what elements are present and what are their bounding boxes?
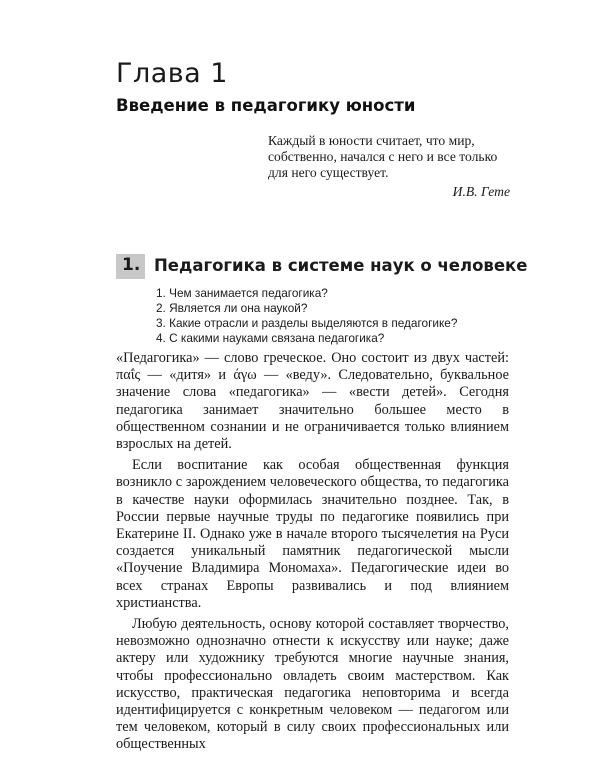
chapter-title: Введение в педагогику юности xyxy=(116,96,416,115)
question-item: 3. Какие отрасли и разделы выделяются в педагогике? xyxy=(156,316,458,330)
body-text xyxy=(116,350,509,758)
epigraph-author: И.В. Гете xyxy=(452,184,510,199)
paragraph: Любую деятельность, основу которой составляет творчество, невозможно однозначно отнести к искусству или науке; даже актеру или художнику требуются многие научные знания, чтобы профессионально овладеть своим мастерством. Как искусство, практическая педагогика неповторима и всегда идентифицируется с конкретным человеком — педагогом или тем человеком, который в силу своих профессиональных или общественных xyxy=(116,616,509,753)
chapter-label: Глава 1 xyxy=(116,58,228,89)
section-number-badge xyxy=(116,254,145,279)
section-title: Педагогика в системе наук о человеке xyxy=(154,256,528,275)
paragraph: Если воспитание как особая общественная функция возникло с зарождением человеческого общества, то педагогика в качестве науки оформилась значительно позднее. Так, в России первые научные труды по педагогике появились при Екатерине II. Однако уже в начале второго тысячелетия на Руси создается уникальный памятник педагогической мысли «Поучение Владимира Мономаха». Педагогические идеи во всех странах Европы развивались и под влиянием христианства. xyxy=(116,457,509,611)
question-list xyxy=(156,286,457,346)
question-item: 1. Чем занимается педагогика? xyxy=(156,286,328,300)
epigraph-text: Каждый в юности считает, что мир, собственно, начался с него и все только для него существует. xyxy=(268,133,498,180)
question-item: 4. С какими науками связана педагогика? xyxy=(156,331,385,345)
section-number: 1. xyxy=(122,255,141,275)
paragraph: «Педагогика» — слово греческое. Оно состоит из двух частей: παΐς — «дитя» и άγω — «веду». Следовательно, буквальное значение слова «педагогика» — «вести детей». Сегодня педагогика занимает значительно большее место в общественном сознании и не ограничивается только влиянием взрослых на детей. xyxy=(116,350,509,453)
question-item: 2. Является ли она наукой? xyxy=(156,301,308,315)
